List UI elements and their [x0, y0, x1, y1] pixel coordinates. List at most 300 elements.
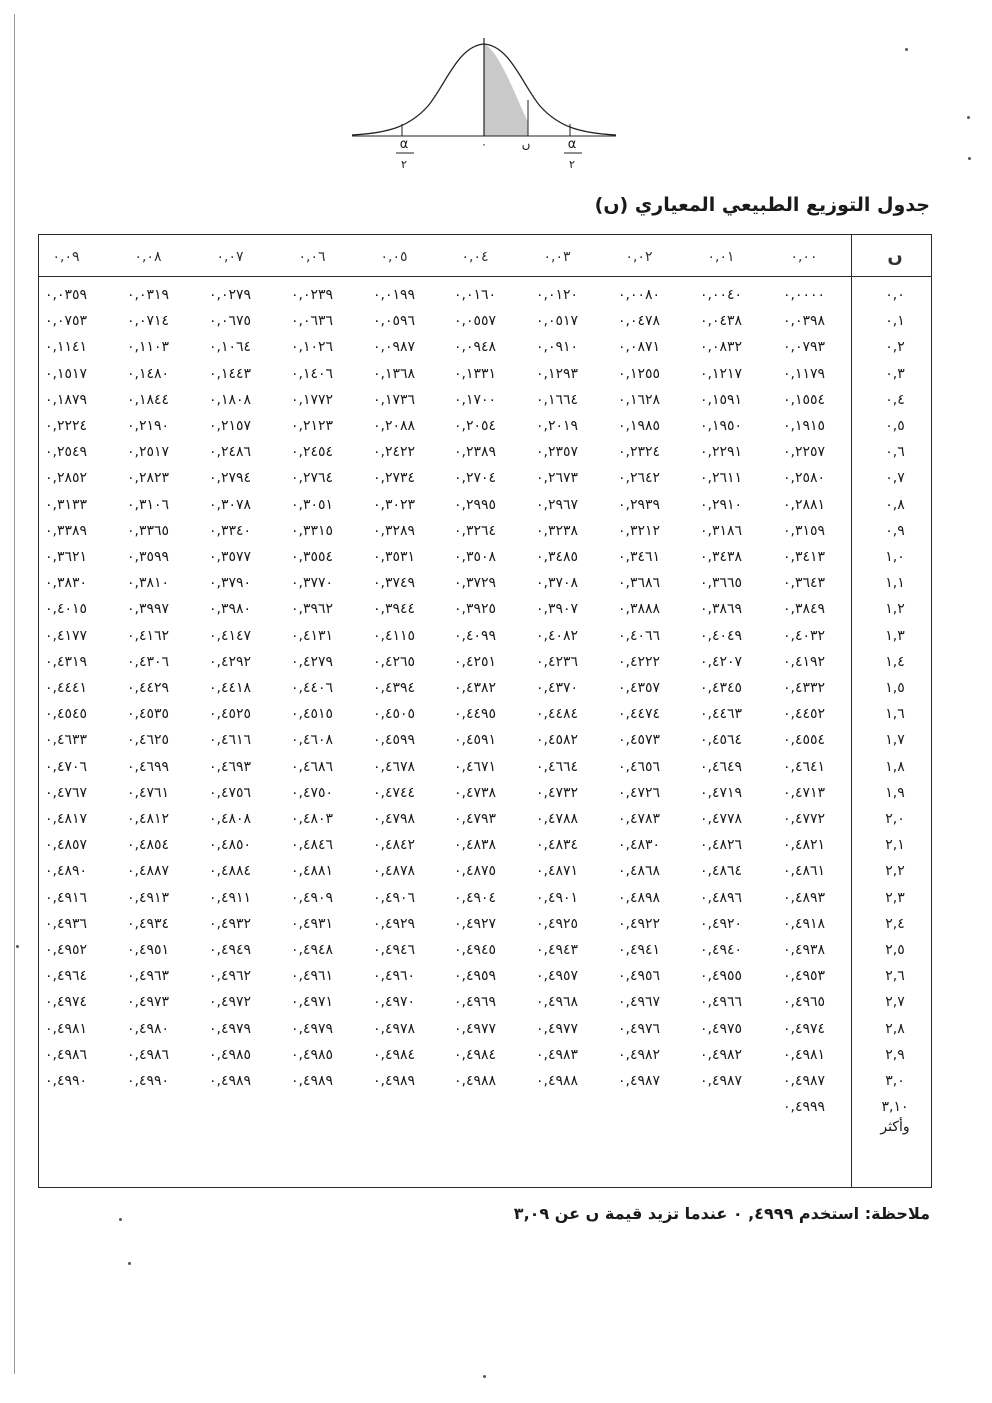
probability-cell: ٠,٤٩٧٩: [290, 1020, 334, 1037]
standard-normal-table: [38, 234, 932, 1188]
z-value: ٢,٢: [885, 863, 905, 880]
scan-speck: [968, 157, 971, 160]
probability-cell: ٠,٤٩٤٥: [453, 942, 497, 958]
probability-cell: ٠,٠٨٧١: [617, 339, 661, 356]
probability-cell: ٠,٣٨٤٩: [782, 601, 826, 618]
probability-cell: ٠,٢٧٣٤: [372, 470, 416, 487]
probability-cell: ٠,٣٩٨٠: [208, 601, 252, 618]
probability-cell: ٠,٤٩٦١: [290, 968, 334, 985]
probability-cell: ٠,٣٥٥٤: [290, 549, 334, 565]
probability-cell: ٠,١٢١٧: [699, 365, 743, 382]
probability-cell: ٠,٤٧١٣: [782, 784, 826, 801]
probability-cell: ٠,٣٩٤٤: [372, 601, 416, 618]
probability-cell: ٠,٤٩٤٩: [208, 942, 252, 958]
probability-cell: ٠,٤٩٥٧: [535, 968, 579, 985]
left-alpha-numerator: α: [399, 137, 409, 152]
z-value: ١,١: [885, 575, 905, 592]
z-value: ٠,٨: [885, 496, 905, 513]
probability-cell: ٠,٤٩٣٦: [44, 915, 88, 932]
probability-cell: ٠,٤٩٥٣: [782, 968, 826, 985]
normal-curve-figure: [350, 30, 620, 180]
probability-cell: ٠,٤٢٥١: [453, 653, 497, 670]
probability-cell: ٠,١٧٣٦: [372, 391, 416, 408]
probability-cell: ٠,٠٠٤٠: [699, 287, 743, 303]
probability-cell: ٠,٠٧١٤: [126, 313, 170, 330]
probability-cell: ٠,٤١٣١: [290, 627, 334, 644]
probability-cell: ٠,٤٩٨٧: [617, 1073, 661, 1089]
probability-cell: ٠,٣٧٤٩: [372, 575, 416, 592]
probability-cell: ٠,٢٦٤٢: [617, 470, 661, 487]
probability-cell: ٠,٤٦٦٤: [535, 758, 579, 775]
probability-cell: ٠,٤٨١٢: [126, 811, 170, 827]
probability-cell: ٠,٤٩٨٩: [208, 1073, 252, 1089]
probability-cell: ٠,٣٤٣٨: [699, 549, 743, 565]
probability-cell: ٠,٢٨٢٣: [126, 470, 170, 487]
probability-cell: ٠,٤٨٧٨: [372, 863, 416, 880]
probability-cell: ٠,٣٤١٣: [782, 549, 826, 565]
probability-cell: ٠,٢٥٨٠: [782, 470, 826, 487]
probability-cell: ٠,٣٢١٢: [617, 522, 661, 539]
probability-cell: ٠,٤٨٥٤: [126, 837, 170, 854]
probability-cell: ٠,٣٣٤٠: [208, 522, 252, 539]
z-value: ٢,٥: [885, 942, 905, 958]
probability-cell: ٠,٤٩٠٦: [372, 889, 416, 906]
probability-cell: ٠,٣٠٢٣: [372, 496, 416, 513]
probability-cell: ٠,٤٢٠٧: [699, 653, 743, 670]
z-value: ٢,١: [885, 837, 905, 854]
probability-cell: ٠,٤٩٥٢: [44, 942, 88, 958]
z-value: ٢,٨: [885, 1020, 905, 1037]
z-value: ٠,٢: [885, 339, 905, 356]
probability-cell: ٠,٤٨٧٥: [453, 863, 497, 880]
probability-cell: ٠,٣٩٦٢: [290, 601, 334, 618]
probability-cell: ٠,٣٤٦١: [617, 549, 661, 565]
column-header: ٠,٠٩: [52, 249, 80, 265]
probability-cell: ٠,٤٧٩٨: [372, 811, 416, 827]
probability-cell: ٠,٤٥٥٤: [782, 732, 826, 749]
probability-cell: ٠,٠٩٤٨: [453, 339, 497, 356]
probability-cell: ٠,٤٩٦٧: [617, 994, 661, 1011]
probability-cell: ٠,٠٢٣٩: [290, 287, 334, 303]
probability-cell: ٠,٢٤٥٤: [290, 444, 334, 461]
probability-cell: ٠,٤٧٣٢: [535, 784, 579, 801]
probability-cell: ٠,٣٥٣١: [372, 549, 416, 565]
probability-cell: ٠,١٤٨٠: [126, 365, 170, 382]
probability-cell: ٠,٤٢٩٢: [208, 653, 252, 670]
probability-cell: ٠,٤٩٠٤: [453, 889, 497, 906]
probability-cell: ٠,٢٢٢٤: [44, 418, 88, 434]
probability-cell: ٠,٢٨٨١: [782, 496, 826, 513]
probability-cell: ٠,٤٧٣٨: [453, 784, 497, 801]
probability-cell: ٠,٢٦٧٣: [535, 470, 579, 487]
probability-cell: ٠,٠٥١٧: [535, 313, 579, 330]
probability-cell: ٠,٤٩٧٢: [208, 994, 252, 1011]
probability-cell: ٠,٤٩٦٨: [535, 994, 579, 1011]
probability-cell: ٠,١١٧٩: [782, 365, 826, 382]
probability-cell: ٠,١١٠٣: [126, 339, 170, 356]
probability-cell: ٠,٤٩٦٦: [699, 994, 743, 1011]
probability-cell: ٠,٤٨٣٠: [617, 837, 661, 854]
z-value: ٠,٧: [885, 470, 905, 487]
probability-cell: ٠,٣٩٠٧: [535, 601, 579, 618]
probability-cell: ٠,٤٤٤١: [44, 680, 88, 696]
probability-cell: ٠,٤٩٥٩: [453, 968, 497, 985]
z-value: ١,٠: [885, 549, 905, 565]
probability-cell: ٠,٣٣١٥: [290, 522, 334, 539]
probability-cell: ٠,٢١٢٣: [290, 418, 334, 434]
probability-cell: ٠,٤٥٤٥: [44, 706, 88, 723]
probability-cell: ٠,٤٩٧٤: [782, 1020, 826, 1037]
probability-cell: ٠,٤٩٧٤: [44, 994, 88, 1011]
probability-cell: ٠,٤٩٧٠: [372, 994, 416, 1011]
probability-cell: ٠,٤٦٧١: [453, 758, 497, 775]
probability-cell: ٠,٤١٦٢: [126, 627, 170, 644]
probability-cell: ٠,٤٢٢٢: [617, 653, 661, 670]
probability-cell: ٠,٠٣٥٩: [44, 287, 88, 303]
probability-cell: ٠,٤٥١٥: [290, 706, 334, 723]
probability-cell: ٠,٤٦٠٨: [290, 732, 334, 749]
probability-cell: ٠,٤٦٩٩: [126, 758, 170, 775]
probability-cell: ٠,٢٢٩١: [699, 444, 743, 461]
probability-cell: ٠,٤٠١٥: [44, 601, 88, 618]
probability-cell: ٠,٤٥٠٥: [372, 706, 416, 723]
probability-cell: ٠,٢٦١١: [699, 470, 743, 487]
probability-cell: ٠,٣٧٢٩: [453, 575, 497, 592]
probability-cell: ٠,٤٩٦٢: [208, 968, 252, 985]
probability-cell: ٠,٢٧٩٤: [208, 470, 252, 487]
z-value: ١,٢: [885, 601, 905, 618]
scan-speck: [905, 48, 908, 51]
probability-cell: ٠,٠١٩٩: [372, 287, 416, 303]
z-value: ١,٣: [885, 627, 905, 644]
probability-cell: ٠,٠٢٧٩: [208, 287, 252, 303]
probability-cell: ٠,٤٩٨١: [44, 1020, 88, 1037]
probability-cell: ٠,٣٨١٠: [126, 575, 170, 592]
probability-cell: ٠,٤٣٣٢: [782, 680, 826, 696]
probability-cell: ٠,٤٨٩٠: [44, 863, 88, 880]
probability-cell: ٠,٤٩٣١: [290, 915, 334, 932]
probability-cell: ٠,٠٩٨٧: [372, 339, 416, 356]
z-value: ١,٤: [885, 653, 905, 670]
probability-cell: ٠,٤٩٧٨: [372, 1020, 416, 1037]
probability-cell: ٠,٤٩٠٩: [290, 889, 334, 906]
probability-cell: ٠,٢٤٨٦: [208, 444, 252, 461]
column-header: ٠,٠١: [707, 249, 735, 265]
probability-cell: ٠,٤٧٦١: [126, 784, 170, 801]
column-header: ٠,٠٧: [216, 249, 244, 265]
probability-cell: ٠,٣٦٨٦: [617, 575, 661, 592]
z-value: ٣,٠: [885, 1073, 905, 1089]
probability-cell: ٠,١٧٧٢: [290, 391, 334, 408]
probability-cell: ٠,٣٧٩٠: [208, 575, 252, 592]
scan-speck: [16, 945, 19, 948]
z-column-header: ں: [887, 246, 903, 267]
probability-cell: ٠,٢٩٣٩: [617, 496, 661, 513]
probability-cell: ٠,٤٩٧٧: [535, 1020, 579, 1037]
probability-cell: ٠,٤٨٩٦: [699, 889, 743, 906]
probability-cell: ٠,٤٢٣٦: [535, 653, 579, 670]
probability-cell: ٠,٠٧٥٣: [44, 313, 88, 330]
probability-cell: ٠,٤٩٨٤: [453, 1046, 497, 1063]
z-label: ں: [521, 137, 531, 151]
probability-cell: ٠,٤٣٨٢: [453, 680, 497, 696]
probability-cell: ٠,٤٥٩٩: [372, 732, 416, 749]
probability-cell: ٠,٢٥١٧: [126, 444, 170, 461]
probability-cell: ٠,٤٧٥٦: [208, 784, 252, 801]
probability-cell: ٠,٣٣٨٩: [44, 522, 88, 539]
probability-cell: ٠,٤٨٢١: [782, 837, 826, 854]
probability-cell: ٠,٤٨٤٦: [290, 837, 334, 854]
probability-cell: ٠,٢٧٠٤: [453, 470, 497, 487]
probability-cell: ٠,٣٤٨٥: [535, 549, 579, 565]
probability-cell: ٠,٤٨٢٦: [699, 837, 743, 854]
probability-cell: ٠,٠١٦٠: [453, 287, 497, 303]
probability-cell: ٠,٤٩٩٠: [44, 1073, 88, 1089]
probability-cell: ٠,٤٣٧٠: [535, 680, 579, 696]
probability-cell: ٠,٤٤٨٤: [535, 706, 579, 723]
probability-cell: ٠,٤٩٦٥: [782, 994, 826, 1011]
right-alpha-numerator: α: [567, 137, 577, 152]
shaded-area: [484, 44, 528, 136]
probability-cell: ٠,٤٠٤٩: [699, 627, 743, 644]
probability-cell: ٠,٤٨٩٨: [617, 889, 661, 906]
probability-cell: ٠,٤٣٥٧: [617, 680, 661, 696]
probability-cell: ٠,١٥١٧: [44, 365, 88, 382]
probability-cell: ٠,٤٩٤٨: [290, 942, 334, 958]
probability-cell: ٠,٤٩٨٤: [372, 1046, 416, 1063]
probability-cell: ٠,١٥٥٤: [782, 391, 826, 408]
probability-cell: ٠,٠٩١٠: [535, 339, 579, 356]
probability-cell: ٠,٤٦٤١: [782, 758, 826, 775]
probability-cell: ٠,٤٩٣٤: [126, 915, 170, 932]
probability-cell: ٠,٤١١٥: [372, 627, 416, 644]
probability-cell: ٠,١٧٠٠: [453, 391, 497, 408]
probability-cell: ٠,٢٩٩٥: [453, 496, 497, 513]
probability-cell: ٠,٣٣٦٥: [126, 522, 170, 539]
probability-cell: ٠,٠٥٩٦: [372, 313, 416, 330]
probability-cell: ٠,٤٩٢٥: [535, 915, 579, 932]
probability-cell: ٠,٤٩٧١: [290, 994, 334, 1011]
probability-cell: ٠,٤٨٦٨: [617, 863, 661, 880]
z-value: ١,٥: [885, 680, 905, 696]
column-header: ٠,٠٣: [543, 249, 571, 265]
probability-cell: ٠,٤٧٢٦: [617, 784, 661, 801]
probability-cell: ٠,٤٩٨٧: [782, 1073, 826, 1089]
probability-cell: ٠,٤٦٣٣: [44, 732, 88, 749]
probability-cell: ٠,١٣٦٨: [372, 365, 416, 382]
probability-cell: ٠,٢٠٥٤: [453, 418, 497, 434]
probability-cell: ٠,٤٠٩٩: [453, 627, 497, 644]
probability-cell: ٠,٤٩١٨: [782, 915, 826, 932]
probability-cell: ٠,١٦٢٨: [617, 391, 661, 408]
probability-cell: ٠,٤٤٧٤: [617, 706, 661, 723]
probability-cell: ٠,٤٨١٧: [44, 811, 88, 827]
probability-cell: ٠,٤٧٧٢: [782, 811, 826, 827]
z-value: ٠,٤: [885, 391, 905, 408]
probability-cell: ٠,٢٣٨٩: [453, 444, 497, 461]
probability-cell: ٠,٤٦٧٨: [372, 758, 416, 775]
probability-cell: ٠,١٠٦٤: [208, 339, 252, 356]
probability-cell: ٠,٢٣٢٤: [617, 444, 661, 461]
probability-cell: ٠,٤٨٤٢: [372, 837, 416, 854]
probability-cell: ٠,٤٩٧٥: [699, 1020, 743, 1037]
probability-cell: ٠,٣١٠٦: [126, 496, 170, 513]
probability-cell: ٠,٢٩٦٧: [535, 496, 579, 513]
probability-cell: ٠,٤٥٣٥: [126, 706, 170, 723]
probability-cell: ٠,٤٠٨٢: [535, 627, 579, 644]
z-value-suffix: وأكثر: [880, 1119, 910, 1136]
probability-cell: ٠,٤٨٦١: [782, 863, 826, 880]
probability-cell: ٠,٤٩٨٢: [617, 1046, 661, 1063]
header-divider: [39, 276, 931, 277]
probability-cell: ٠,٢٢٥٧: [782, 444, 826, 461]
probability-cell: ٠,٤٩٨١: [782, 1046, 826, 1063]
probability-cell: ٠,٤٦١٦: [208, 732, 252, 749]
probability-cell: ٠,٤٥٦٤: [699, 732, 743, 749]
probability-cell: ٠,٤٧٦٧: [44, 784, 88, 801]
probability-cell: ٠,٤٩٦٩: [453, 994, 497, 1011]
probability-cell: ٠,٤٩٨٧: [699, 1073, 743, 1089]
probability-cell: ٠,٤٧٨٣: [617, 811, 661, 827]
probability-cell: ٠,٤٩٨٢: [699, 1046, 743, 1063]
probability-cell: ٠,٤٣٠٦: [126, 653, 170, 670]
probability-cell: ٠,٤٨٨٤: [208, 863, 252, 880]
probability-cell: ٠,٤٩٨٩: [290, 1073, 334, 1089]
probability-cell: ٠,٤٣١٩: [44, 653, 88, 670]
probability-cell: ٠,٠٣١٩: [126, 287, 170, 303]
probability-cell: ٠,٠٠٨٠: [617, 287, 661, 303]
probability-cell: ٠,١٨٤٤: [126, 391, 170, 408]
page-margin-line: [14, 14, 15, 1374]
probability-cell: ٠,٤٢٦٥: [372, 653, 416, 670]
probability-cell: ٠,٤٤٥٢: [782, 706, 826, 723]
probability-cell: ٠,٤٩٤٠: [699, 942, 743, 958]
z-value: ٣,١٠: [881, 1099, 909, 1116]
probability-cell: ٠,٠٣٩٨: [782, 313, 826, 330]
probability-cell: ٠,٤٣٩٤: [372, 680, 416, 696]
probability-cell: ٠,٤٩٧٧: [453, 1020, 497, 1037]
probability-cell: ٠,٤١٤٧: [208, 627, 252, 644]
probability-cell: ٠,٣٨٨٨: [617, 601, 661, 618]
column-header: ٠,٠٥: [380, 249, 408, 265]
probability-cell: ٠,١٨٧٩: [44, 391, 88, 408]
probability-cell: ٠,١٩٨٥: [617, 418, 661, 434]
probability-cell: ٠,٤٧٥٠: [290, 784, 334, 801]
probability-cell: ٠,٤٩٢٩: [372, 915, 416, 932]
probability-cell: ٠,٤٩٣٨: [782, 942, 826, 958]
probability-cell: ٠,٤٩٨٩: [372, 1073, 416, 1089]
left-alpha-denominator: ٢: [401, 158, 407, 171]
column-header: ٠,٠٠: [790, 249, 818, 265]
probability-cell: ٠,٤٩٩٩: [782, 1099, 826, 1116]
probability-cell: ٠,١٢٩٣: [535, 365, 579, 382]
probability-cell: ٠,٤٨٨١: [290, 863, 334, 880]
probability-cell: ٠,٤٦٤٩: [699, 758, 743, 775]
probability-cell: ٠,٤٩٧٩: [208, 1020, 252, 1037]
probability-cell: ٠,٤٩٨٠: [126, 1020, 170, 1037]
probability-cell: ٠,٣١٨٦: [699, 522, 743, 539]
probability-cell: ٠,٣٧٠٨: [535, 575, 579, 592]
probability-cell: ٠,٢٠٨٨: [372, 418, 416, 434]
probability-cell: ٠,٤٤١٨: [208, 680, 252, 696]
probability-cell: ٠,٠٦٧٥: [208, 313, 252, 330]
probability-cell: ٠,٤١٧٧: [44, 627, 88, 644]
z-value: ١,٩: [885, 784, 905, 801]
probability-cell: ٠,٤٤٦٣: [699, 706, 743, 723]
z-value: ١,٦: [885, 706, 905, 723]
probability-cell: ٠,٢١٩٠: [126, 418, 170, 434]
probability-cell: ٠,٣٩٩٧: [126, 601, 170, 618]
probability-cell: ٠,٤٩٨٦: [126, 1046, 170, 1063]
probability-cell: ٠,٣٦٤٣: [782, 575, 826, 592]
probability-cell: ٠,٤٩٨٥: [290, 1046, 334, 1063]
probability-cell: ٠,٤٤٠٦: [290, 680, 334, 696]
probability-cell: ٠,٣٠٧٨: [208, 496, 252, 513]
probability-cell: ٠,٠٤٣٨: [699, 313, 743, 330]
probability-cell: ٠,٠١٢٠: [535, 287, 579, 303]
probability-cell: ٠,٤٩٢٠: [699, 915, 743, 932]
z-value: ٠,١: [885, 313, 905, 330]
probability-cell: ٠,٤٠٣٢: [782, 627, 826, 644]
z-value: ١,٧: [885, 732, 905, 749]
probability-cell: ٠,٤٩٦٣: [126, 968, 170, 985]
probability-cell: ٠,٤٥٩١: [453, 732, 497, 749]
probability-cell: ٠,٤٩٥٦: [617, 968, 661, 985]
probability-cell: ٠,٤٥٨٢: [535, 732, 579, 749]
probability-cell: ٠,١٩٥٠: [699, 418, 743, 434]
probability-cell: ٠,١١٤١: [44, 339, 88, 356]
probability-cell: ٠,٣٥٩٩: [126, 549, 170, 565]
probability-cell: ٠,١٤٤٣: [208, 365, 252, 382]
probability-cell: ٠,٢١٥٧: [208, 418, 252, 434]
probability-cell: ٠,٤٨٠٨: [208, 811, 252, 827]
probability-cell: ٠,٤١٩٢: [782, 653, 826, 670]
z-value: ٢,٤: [885, 915, 905, 932]
probability-cell: ٠,١٣٣١: [453, 365, 497, 382]
probability-cell: ٠,٢٥٤٩: [44, 444, 88, 461]
probability-cell: ٠,٤٩٩٠: [126, 1073, 170, 1089]
probability-cell: ٠,٠٦٣٦: [290, 313, 334, 330]
z-value: ٠,٩: [885, 522, 905, 539]
probability-cell: ٠,٣٦٢١: [44, 549, 88, 565]
column-header: ٠,٠٢: [625, 249, 653, 265]
probability-cell: ٠,٣٦٦٥: [699, 575, 743, 592]
probability-cell: ٠,٤٩٠١: [535, 889, 579, 906]
probability-cell: ٠,٤٨٦٤: [699, 863, 743, 880]
probability-cell: ٠,٤٨٥٠: [208, 837, 252, 854]
probability-cell: ٠,٤٩٤١: [617, 942, 661, 958]
zero-label: ٠: [481, 138, 487, 151]
column-header: ٠,٠٨: [134, 249, 162, 265]
probability-cell: ٠,٤٩٣٢: [208, 915, 252, 932]
probability-cell: ٠,٣٨٦٩: [699, 601, 743, 618]
probability-cell: ٠,٤٩٤٣: [535, 942, 579, 958]
probability-cell: ٠,٤٨٠٣: [290, 811, 334, 827]
probability-cell: ٠,٢٧٦٤: [290, 470, 334, 487]
probability-cell: ٠,٤٩٨٨: [535, 1073, 579, 1089]
probability-cell: ٠,٤٣٤٥: [699, 680, 743, 696]
z-column-divider: [851, 235, 852, 1187]
probability-cell: ٠,٤٨٥٧: [44, 837, 88, 854]
probability-cell: ٠,٣٧٧٠: [290, 575, 334, 592]
probability-cell: ٠,٤٧١٩: [699, 784, 743, 801]
column-header: ٠,٠٦: [298, 249, 326, 265]
probability-cell: ٠,٣٨٣٠: [44, 575, 88, 592]
scan-speck: [128, 1262, 131, 1265]
z-value: ٢,٠: [885, 811, 905, 827]
probability-cell: ٠,٠٠٠٠: [782, 287, 826, 303]
probability-cell: ٠,٤٢٧٩: [290, 653, 334, 670]
